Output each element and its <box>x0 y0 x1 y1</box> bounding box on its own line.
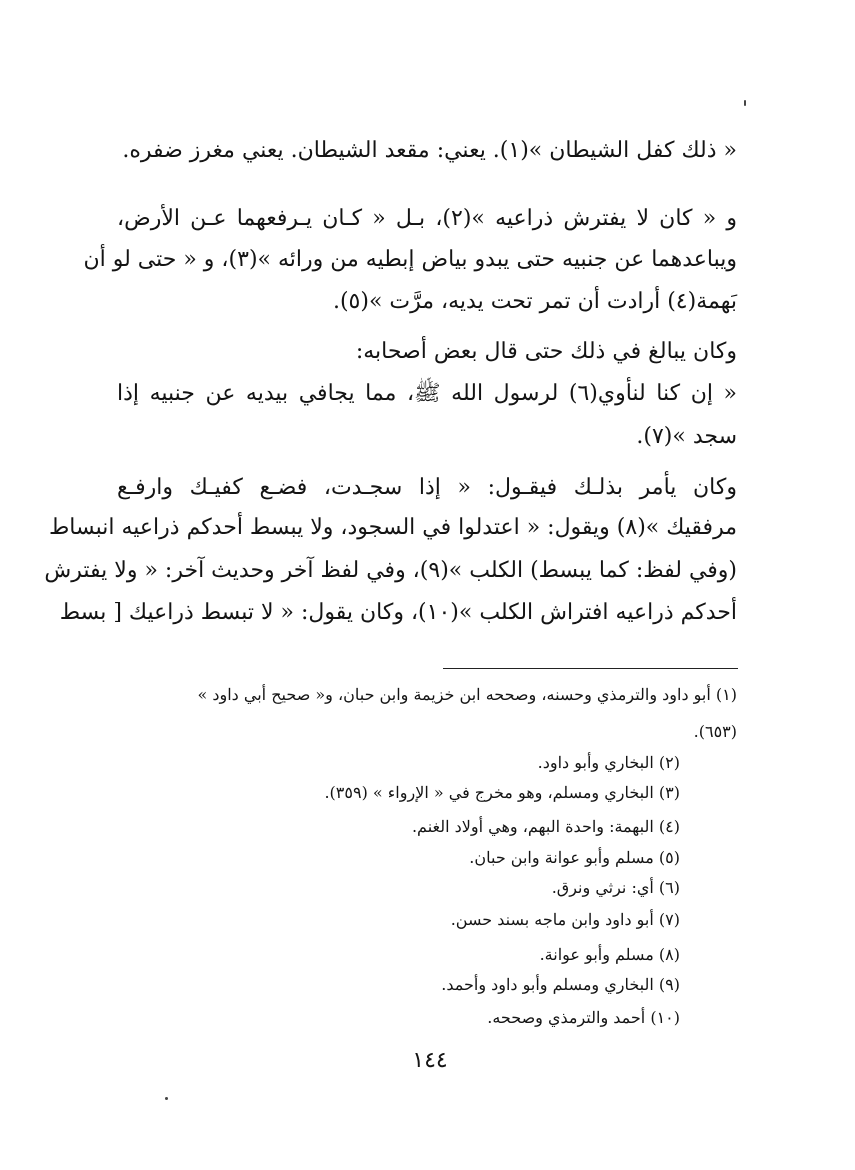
footnote-4 <box>60 815 680 839</box>
footnote-1-continued <box>117 720 737 744</box>
body-line-7 <box>117 422 737 452</box>
body-line-text: بَهمة(٤) أرادت أن تمر تحت يديه، مرَّت »(٥). <box>332 289 737 314</box>
footnote-text: (٥) مسلم وأبو عوانة وابن حبان. <box>469 848 680 867</box>
body-line-6 <box>117 379 737 409</box>
body-line-text: (وفي لفظ: كما يبسط) الكلب »(٩)، وفي لفظ آخر وحديث آخر: « ولا يفترش <box>44 558 737 583</box>
body-line-text: « إن كنا لنأوي(٦) لرسول الله ﷺ، مما يجافي بيديه عن جنبيه إذا <box>117 381 737 406</box>
footnote-6 <box>60 876 680 900</box>
body-line-text: وكان يبالغ في ذلك حتى قال بعض أصحابه: <box>355 339 737 364</box>
body-line-text: أحدكم ذراعيه افتراش الكلب »(١٠)، وكان يقول: « لا تبسط ذراعيك [ بسط <box>59 600 737 625</box>
body-line-10 <box>44 556 737 586</box>
body-line-text: سجد »(٧). <box>636 424 737 449</box>
footnote-7 <box>60 908 680 932</box>
body-line-5 <box>117 337 737 367</box>
body-line-2 <box>117 204 737 234</box>
scan-speck <box>744 100 746 106</box>
footnote-text: (٧) أبو داود وابن ماجه بسند حسن. <box>450 910 680 929</box>
footnote-2 <box>60 751 680 775</box>
footnote-3 <box>60 781 680 805</box>
footnote-8 <box>60 943 680 967</box>
footnote-10 <box>60 1006 680 1030</box>
body-line-text: « ذلك كفل الشيطان »(١). يعني: مقعد الشيطان. يعني مغرز ضفره. <box>122 138 737 163</box>
body-line-11 <box>59 598 737 628</box>
footnote-text: (٦٥٣). <box>693 722 737 741</box>
footnote-text: (٨) مسلم وأبو عوانة. <box>539 945 680 964</box>
body-line-8 <box>117 473 737 503</box>
body-line-text: مرفقيك »(٨) ويقول: « اعتدلوا في السجود، ولا يبسط أحدكم ذراعيه انبساط <box>48 515 737 540</box>
footnote-5 <box>60 846 680 870</box>
footnote-text: (٣) البخاري ومسلم، وهو مخرج في « الإرواء » (٣٥٩). <box>324 783 680 802</box>
footnote-text: (٢) البخاري وأبو داود. <box>537 753 680 772</box>
body-line-3 <box>83 245 737 275</box>
body-line-9 <box>48 513 737 543</box>
footnote-1 <box>117 683 737 707</box>
scan-speck <box>165 1097 168 1100</box>
footnote-9 <box>60 973 680 997</box>
footnote-text: (١٠) أحمد والترمذي وصححه. <box>487 1008 680 1027</box>
body-line-text: وكان يأمر بذلـك فيقـول: « إذا سجـدت، فضـع كفيـك وارفـع <box>117 475 737 500</box>
body-line-4 <box>117 287 737 317</box>
footnote-text: (٤) البهمة: واحدة البهم، وهي أولاد الغنم. <box>411 817 680 836</box>
body-line-text: و « كان لا يفترش ذراعيه »(٢)، بـل « كـان يـرفعهما عـن الأرض، <box>117 206 737 231</box>
body-line-1 <box>117 136 737 166</box>
page-number: ١٤٤ <box>412 1048 448 1073</box>
footnote-separator <box>443 668 738 669</box>
footnote-text: (٦) أي: نرثي ونرق. <box>551 878 680 897</box>
footnote-text: (٩) البخاري ومسلم وأبو داود وأحمد. <box>441 975 680 994</box>
body-line-text: ويباعدهما عن جنبيه حتى يبدو بياض إبطيه من ورائه »(٣)، و « حتى لو أن <box>83 247 737 272</box>
footnote-text: (١) أبو داود والترمذي وحسنه، وصححه ابن خزيمة وابن حبان، و« صحيح أبي داود » <box>197 685 737 704</box>
